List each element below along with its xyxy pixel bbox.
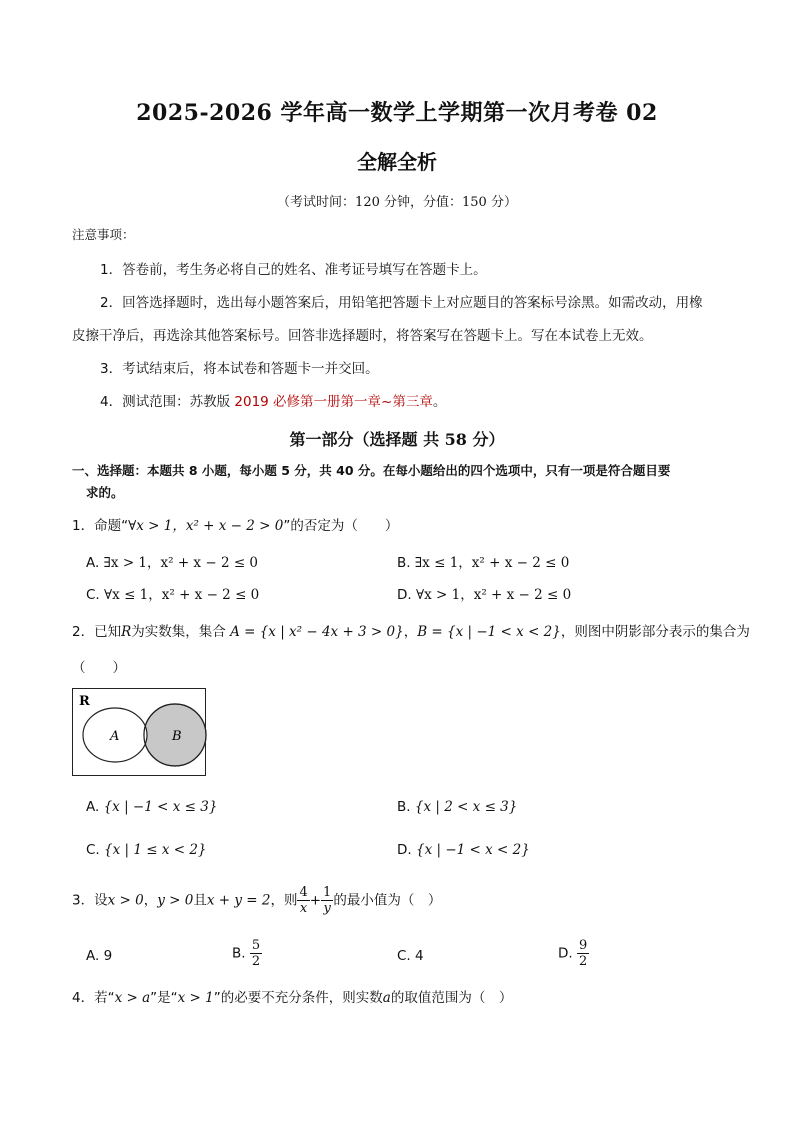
q1-option-c-letter: C.	[86, 587, 100, 603]
question-4-stem	[72, 986, 512, 1006]
q3-plus: +	[309, 892, 322, 909]
q1-option-c	[86, 583, 259, 603]
section-instructions-line-1: 一、选择题：本题共 8 小题，每小题 5 分，共 40 分。在每小题给出的四个选项中，只有一项是符合题目要	[72, 463, 671, 478]
q4-math-1: x > a	[114, 990, 151, 1006]
q1-option-b	[397, 551, 569, 571]
q2-set-b: B = {x | −1 < x < 2}	[417, 624, 561, 640]
q3-math-2: y > 0	[157, 892, 194, 909]
q3-option-b-fraction	[250, 938, 262, 969]
q4-stem-a: 4．若“	[72, 990, 115, 1006]
q4-math-3: a	[382, 990, 391, 1006]
q1-option-d-letter: D.	[397, 587, 412, 603]
q3-fraction-1-den: x	[299, 901, 308, 916]
q2-answer-blank: （ ）	[72, 660, 126, 676]
notice-item-4-range: 2019 必修第一册第一章~第三章	[234, 394, 433, 410]
notice-item-1: 1．答卷前，考生务必将自己的姓名、准考证号填写在答题卡上。	[100, 262, 487, 278]
venn-diagram	[72, 688, 206, 776]
q3-fraction-2-den: y	[323, 901, 331, 916]
q1-option-c-text: ∀x ≤ 1，x² + x − 2 ≤ 0	[104, 587, 260, 603]
q4-stem-b: ”是“	[150, 990, 178, 1006]
q1-option-d	[397, 583, 571, 603]
q3-option-d-den: 2	[578, 954, 588, 969]
venn-label-a: A	[110, 729, 120, 744]
venn-label-b: B	[172, 729, 182, 744]
q3-fraction-1-num: 4	[299, 885, 308, 900]
exam-info: （考试时间：120 分钟，分值：150 分）	[277, 195, 517, 210]
q2-option-a-letter: A.	[86, 799, 100, 815]
q2-option-b-text: {x | 2 < x ≤ 3}	[414, 799, 518, 815]
q3-fraction-2-num: 1	[323, 885, 332, 900]
q4-stem-d: 的取值范围为（ ）	[390, 990, 513, 1006]
q2-option-d-letter: D.	[397, 842, 412, 858]
part-title: 第一部分（选择题 共 58 分）	[289, 430, 505, 449]
q2-option-c-text: {x | 1 ≤ x < 2}	[104, 842, 207, 858]
q2-option-a	[86, 799, 217, 815]
q3-stem-c: ，则	[270, 892, 298, 909]
q2-option-c-letter: C.	[86, 842, 100, 858]
q2-set-a: A = {x | x² − 4x + 3 > 0}	[230, 624, 404, 640]
q4-stem-c: ”的必要不充分条件，则实数	[213, 990, 383, 1006]
q3-stem-d: 的最小值为（ ）	[333, 892, 442, 909]
q1-option-b-letter: B.	[397, 555, 411, 571]
q1-option-a-text: ∃x > 1，x² + x − 2 ≤ 0	[103, 555, 259, 571]
q4-math-2: x > 1	[177, 990, 214, 1006]
q2-option-d-text: {x | −1 < x < 2}	[415, 842, 530, 858]
q3-option-b-letter: B.	[232, 945, 246, 962]
q3-option-b-num: 5	[251, 938, 261, 953]
q3-option-d-fraction	[577, 938, 589, 969]
q2-option-a-text: {x | −1 < x ≤ 3}	[103, 799, 218, 815]
exam-subtitle: 全解全析	[357, 150, 437, 174]
q2-stem-b: 为实数集，集合	[131, 624, 231, 640]
notice-item-3: 3．考试结束后，将本试卷和答题卡一并交回。	[100, 361, 379, 377]
q3-comma: ，	[143, 892, 158, 909]
notice-label: 注意事项：	[72, 227, 135, 242]
q3-fraction-2	[321, 885, 333, 916]
q3-option-b-den: 2	[251, 954, 261, 969]
section-instructions-line-2: 求的。	[86, 485, 124, 500]
question-1-stem	[72, 514, 398, 534]
q1-stem-math: ∀x > 1，x² + x − 2 > 0	[128, 518, 284, 534]
q2-stem-c: ，则图中阴影部分表示的集合为	[560, 624, 750, 640]
venn-universe-label: R	[79, 694, 90, 709]
q1-stem-a: 1．命题“	[72, 518, 129, 534]
q2-option-d	[397, 842, 530, 858]
q2-var-r: R	[121, 624, 132, 640]
q3-stem-b: 且	[193, 892, 207, 909]
q3-option-d-num: 9	[578, 938, 588, 953]
q3-option-c: C. 4	[397, 948, 424, 964]
q3-option-a: A. 9	[86, 948, 113, 964]
notice-item-4	[100, 390, 446, 410]
q1-option-a	[86, 551, 258, 571]
q3-math-3: x + y = 2	[206, 892, 271, 909]
q2-option-b	[397, 799, 517, 815]
q3-option-b	[232, 938, 262, 969]
q3-option-d-letter: D.	[558, 945, 573, 962]
q1-option-b-text: ∃x ≤ 1，x² + x − 2 ≤ 0	[414, 555, 570, 571]
question-3-stem	[72, 885, 441, 916]
q3-math-1: x > 0	[107, 892, 144, 909]
notice-item-2-cont: 皮擦干净后，再选涂其他答案标号。回答非选择题时，将答案写在答题卡上。写在本试卷上无效。	[72, 328, 653, 344]
q2-option-c	[86, 842, 207, 858]
exam-title: 2025-2026 学年高一数学上学期第一次月考卷 02	[136, 100, 658, 126]
notice-item-2: 2．回答选择题时，选出每小题答案后，用铅笔把答题卡上对应题目的答案标号涂黑。如需改动，用橡	[100, 295, 703, 311]
q2-option-b-letter: B.	[397, 799, 411, 815]
q3-option-d	[558, 938, 589, 969]
question-2-stem	[72, 620, 750, 640]
notice-item-4-prefix: 4．测试范围：苏教版	[100, 394, 235, 410]
venn-diagram-svg	[73, 689, 207, 777]
q3-stem-a: 3．设	[72, 892, 108, 909]
notice-item-4-suffix: 。	[432, 394, 447, 410]
q2-stem-a: 2．已知	[72, 624, 122, 640]
q1-stem-b: ”的否定为（ ）	[283, 518, 399, 534]
q2-comma: ，	[403, 624, 418, 640]
q1-option-d-text: ∀x > 1，x² + x − 2 ≤ 0	[415, 587, 572, 603]
q3-fraction-1	[297, 885, 309, 916]
q1-option-a-letter: A.	[86, 555, 100, 571]
